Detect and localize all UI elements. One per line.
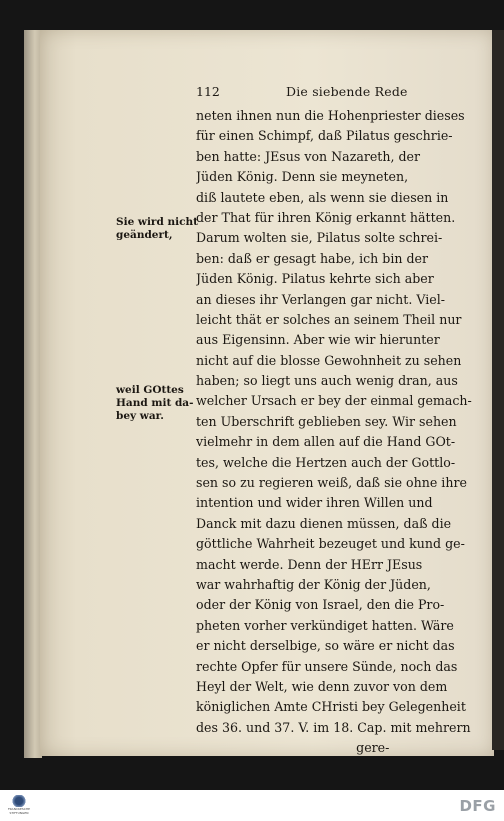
binding-shadow — [492, 30, 504, 750]
text-line: nicht auf die blosse Gewohnheit zu sehen — [196, 352, 462, 368]
text-line: Heyl der Welt, wie denn zuvor von dem — [196, 678, 448, 694]
marginal-note: weil GOttes Hand mit da- bey war. — [116, 384, 194, 422]
text-line: tes, welche die Hertzen auch der Gottlo- — [196, 454, 456, 470]
text-line: rechte Opfer für unsere Sünde, noch das — [196, 658, 458, 674]
text-line: Jüden König. Denn sie meyneten, — [196, 169, 409, 185]
marginal-note: Sie wird nicht geändert, — [116, 216, 198, 241]
text-line: pheten vorher verkündiget hatten. Wäre — [196, 617, 454, 633]
text-line: sen so zu regieren weiß, daß sie ohne ihre — [196, 475, 467, 491]
text-line: ben hatte: JEsus von Nazareth, der — [196, 148, 421, 164]
text-line: neten ihnen nun die Hohenpriester dieses — [196, 108, 465, 123]
running-title: Die siebende Rede — [286, 84, 408, 99]
text-line: er nicht derselbige, so wäre er nicht das — [196, 638, 455, 654]
text-line: war wahrhaftig der König der Jüden, — [196, 576, 431, 592]
text-line: intention und wider ihren Willen und — [196, 495, 433, 511]
text-line: macht werde. Denn der HErr JEsus — [196, 556, 423, 572]
text-line: Darum wolten sie, Pilatus solte schrei- — [196, 230, 443, 246]
institution-logo[interactable] — [6, 795, 32, 819]
text-line: vielmehr in dem allen auf die Hand GOt- — [196, 434, 456, 450]
text-line: leicht thät er solches an seinem Theil nur — [196, 311, 462, 327]
running-header — [196, 84, 488, 102]
text-line: gere- — [196, 740, 390, 756]
text-line: göttliche Wahrheit bezeuget und kund ge- — [196, 536, 465, 552]
text-line: an dieses ihr Verlangen gar nicht. Viel- — [196, 291, 445, 307]
text-line: ten Uberschrift geblieben sey. Wir sehen — [196, 413, 457, 429]
viewer-footer-bar — [0, 790, 504, 821]
dfg-logo[interactable]: DFG — [459, 797, 496, 815]
logo-emblem-icon — [12, 795, 26, 807]
page-number: 112 — [196, 84, 220, 99]
logo-caption: FRANCKESCHE STIFTUNGEN — [7, 807, 31, 815]
text-line: haben; so liegt uns auch wenig dran, aus — [196, 373, 458, 389]
text-line: Jüden König. Pilatus kehrte sich aber — [196, 271, 434, 287]
text-line: ben: daß er gesagt habe, ich bin der — [196, 250, 429, 266]
text-line: oder der König von Israel, den die Pro- — [196, 597, 445, 613]
text-line: der That für ihren König erkannt hätten. — [196, 209, 456, 225]
text-line: für einen Schimpf, daß Pilatus geschrie- — [196, 128, 453, 144]
text-line: Danck mit dazu dienen müssen, daß die — [196, 515, 452, 531]
text-line: königlichen Amte CHristi bey Gelegenheit — [196, 699, 466, 715]
text-line: des 36. und 37. V. im 18. Cap. mit mehrern — [196, 719, 471, 735]
text-line: aus Eigensinn. Aber wie wir hierunter — [196, 332, 440, 348]
text-line: welcher Ursach er bey der einmal gemach- — [196, 393, 472, 409]
text-line: diß lautete eben, als wenn sie diesen in — [196, 189, 449, 205]
body-text — [196, 106, 488, 759]
